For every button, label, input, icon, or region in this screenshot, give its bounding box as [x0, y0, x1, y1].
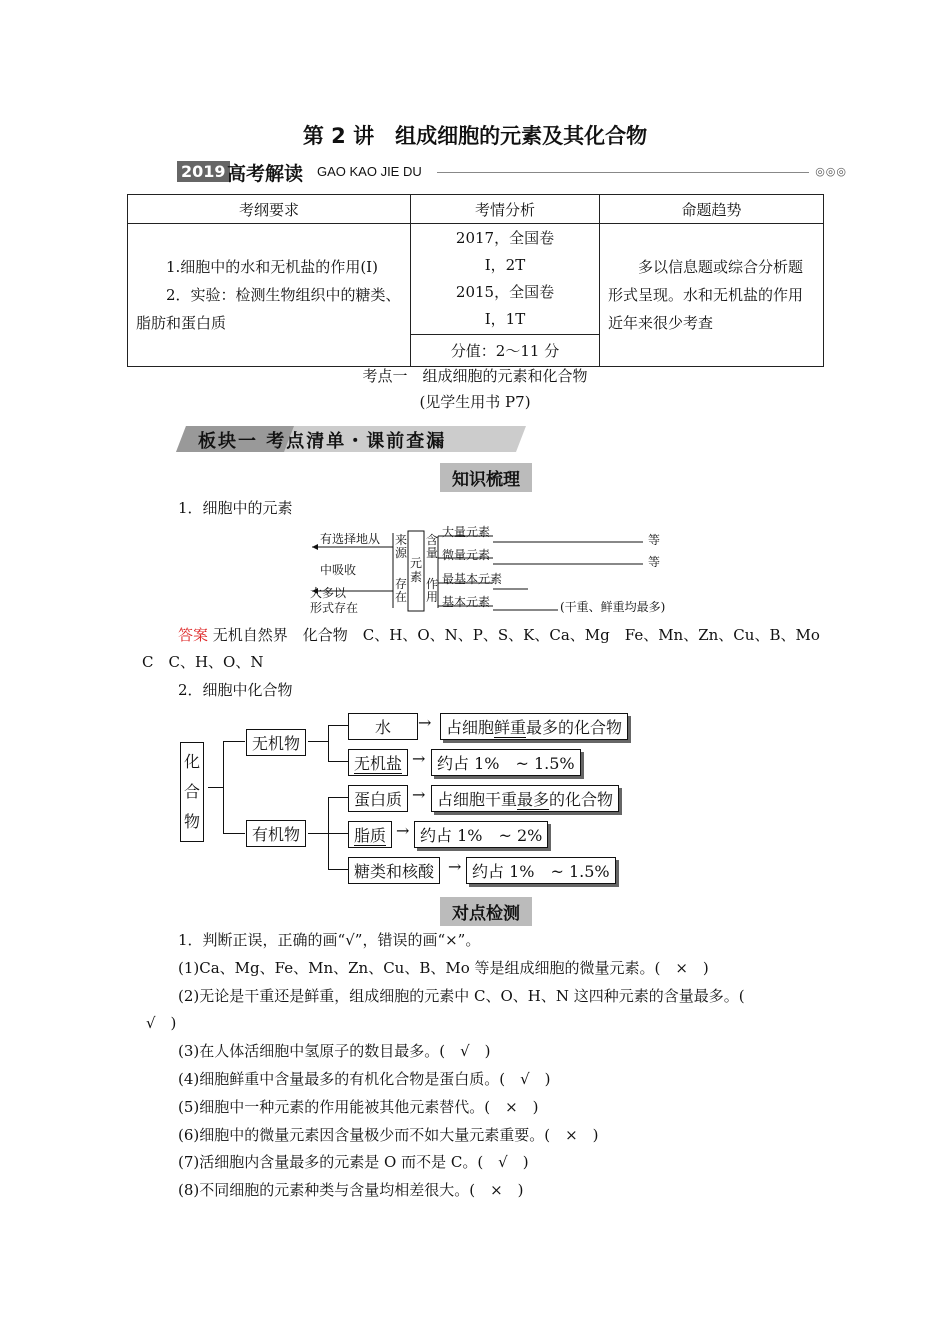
banner-dots-icon: ◎◎◎ — [815, 165, 847, 178]
diagram-left-bot1: 大多以 — [310, 586, 347, 600]
table-header: 命题趋势 — [600, 195, 824, 224]
diagram-content: 含量 — [426, 533, 439, 560]
exam-banner — [177, 160, 849, 184]
judge-item: (2)无论是干重还是鲜重，组成细胞的元素中 C、O、H、N 这四种元素的含量最多。( — [178, 987, 745, 1005]
answer-text: 无机自然界 化合物 C、H、O、N、P、S、K、Ca、Mg Fe、Mn、Zn、Cu、B、Mo — [212, 626, 820, 644]
diagram-micro: 微量元素 — [442, 548, 491, 562]
judge-item: (1)Ca、Mg、Fe、Mn、Zn、Cu、B、Mo 等是组成细胞的微量元素。( × ) — [178, 959, 709, 977]
requirement-2: 2．实验：检测生物组织中的糖类、脂肪和蛋白质 — [136, 286, 401, 332]
arrow-icon: → — [412, 749, 426, 768]
protein-box: 蛋白质 — [348, 785, 408, 812]
table-header: 考纲要求 — [128, 195, 411, 224]
table-header: 考情分析 — [411, 195, 600, 224]
lipid-desc: 约占 1% ~ 2% — [414, 821, 548, 848]
diagram-basic-most: 最基本元素 — [442, 572, 503, 586]
answer-label: 答案 — [178, 626, 209, 644]
sugar-desc: 约占 1% ~ 1.5% — [466, 857, 616, 884]
syllabus-table — [127, 194, 824, 367]
block-header — [176, 424, 526, 454]
element-diagram — [308, 525, 678, 618]
judge-item: √ ) — [146, 1014, 177, 1032]
diagram-left-bot2: 形式存在 — [310, 601, 359, 615]
judge-item: (6)细胞中的微量元素因含量极少而不如大量元素重要。( × ) — [178, 1126, 599, 1144]
banner-title: 高考解读 — [227, 163, 304, 185]
lipid-box: 脂质 — [348, 821, 392, 848]
arrow-icon: → — [396, 821, 410, 840]
diagram-source: 来源 — [395, 533, 408, 560]
check-tag: 对点检测 — [440, 897, 532, 926]
section-title: 考点一 组成细胞的元素和化合物 — [362, 367, 588, 385]
banner-pinyin: GAO KAO JIE DU — [317, 164, 422, 179]
block-header-text: 板块一 考点清单・课前查漏 — [198, 431, 447, 452]
item1-heading: 1．细胞中的元素 — [178, 499, 293, 517]
score-cell: 分值：2～11 分 — [411, 335, 600, 367]
diagram-basic: 基本元素 — [442, 595, 491, 609]
judge-item: (4)细胞鲜重中含量最多的有机化合物是蛋白质。( √ ) — [178, 1070, 551, 1088]
syllabus-requirements — [128, 224, 411, 367]
banner-rule — [437, 172, 809, 173]
diagram-element: 元素 — [410, 556, 423, 584]
sugar-box: 糖类和核酸 — [348, 857, 440, 884]
diagram-left-top: 有选择地从 — [320, 532, 381, 546]
banner-year: 2019 — [177, 161, 230, 182]
section-ref: (见学生用书 P7) — [419, 393, 531, 411]
diagram-note: (干重、鲜重均最多) — [560, 600, 666, 614]
diagram-left-mid: 中吸收 — [320, 563, 357, 577]
judge-item: (7)活细胞内含量最多的元素是 O 而不是 C。( √ ) — [178, 1153, 529, 1171]
salt-desc: 约占 1% ~ 1.5% — [431, 749, 581, 776]
diagram-function: 作用 — [426, 577, 439, 604]
page-title: 第 2 讲 组成细胞的元素及其化合物 — [302, 124, 648, 148]
arrow-icon: → — [448, 857, 462, 876]
compound-tree — [178, 705, 698, 885]
diagram-big: 大量元素 — [442, 525, 491, 539]
protein-desc: 占细胞干重最多的化合物 — [431, 785, 619, 812]
inorganic-box: 无机物 — [246, 729, 306, 756]
answer-line — [178, 624, 820, 645]
judge-item: (3)在人体活细胞中氢原子的数目最多。( √ ) — [178, 1042, 491, 1060]
root-box: 化合物 — [180, 742, 204, 842]
item2-heading: 2．细胞中化合物 — [178, 681, 293, 699]
diagram-etc: 等 — [648, 533, 661, 547]
trend-cell: 多以信息题或综合分析题形式呈现。水和无机盐的作用近年来很少考查 — [600, 224, 824, 367]
exam-analysis: 2017，全国卷 Ⅰ，2T 2015，全国卷 Ⅰ，1T — [411, 224, 600, 335]
organic-box: 有机物 — [246, 820, 306, 847]
knowledge-tag: 知识梳理 — [440, 463, 532, 492]
judge-item: (5)细胞中一种元素的作用能被其他元素替代。( × ) — [178, 1098, 539, 1116]
water-box: 水 — [348, 713, 418, 740]
arrow-icon: → — [412, 785, 426, 804]
requirement-1: 1.细胞中的水和无机盐的作用(Ⅰ) — [166, 258, 378, 276]
salt-box: 无机盐 — [348, 749, 408, 776]
diagram-etc: 等 — [648, 555, 661, 569]
answer-cont: C C、H、O、N — [142, 653, 264, 671]
judge-item: (8)不同细胞的元素种类与含量均相差很大。( × ) — [178, 1181, 524, 1199]
arrow-icon: → — [418, 713, 432, 732]
diagram-exist: 存在 — [395, 577, 408, 604]
water-desc: 占细胞鲜重最多的化合物 — [440, 713, 628, 740]
judge-heading: 1．判断正误，正确的画“√”，错误的画“×”。 — [178, 931, 481, 949]
